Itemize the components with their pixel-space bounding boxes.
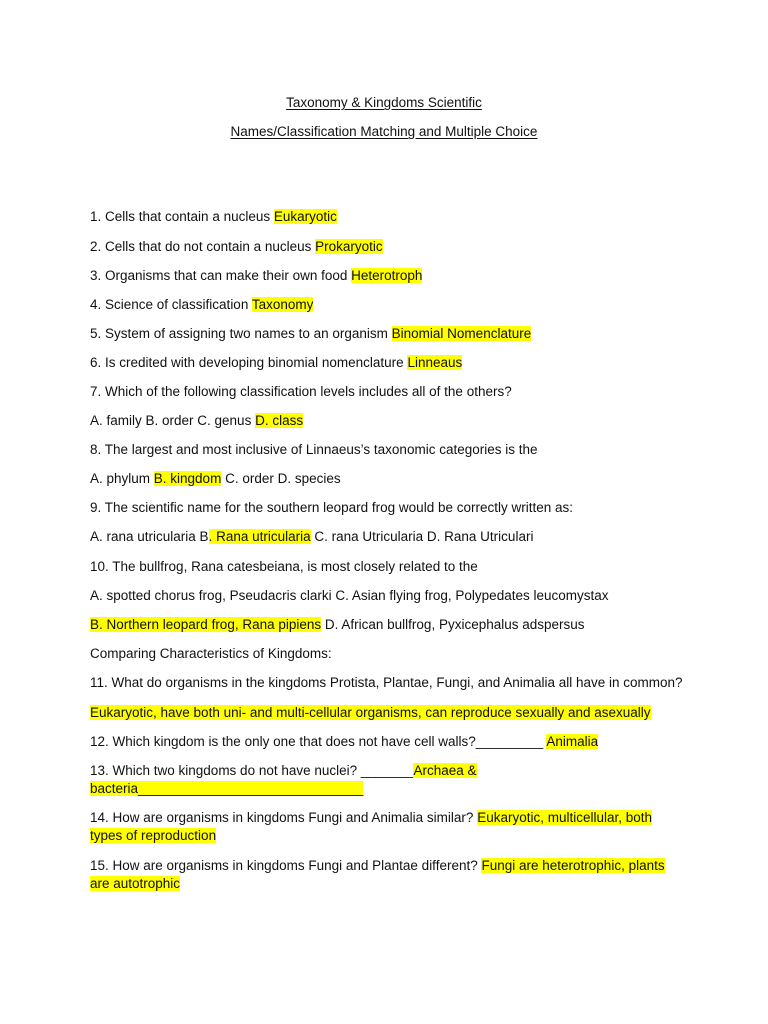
question-1-answer: Eukaryotic: [273, 209, 337, 224]
question-2-prompt: 2. Cells that do not contain a nucleus: [90, 239, 316, 254]
question-13-blank: ______________________________: [138, 781, 364, 796]
question-2: [90, 238, 680, 256]
question-11-prompt: 11. What do organisms in the kingdoms Protista, Plantae, Fungi, and Animalia all have in common?: [90, 675, 683, 690]
question-10-options-line1: A. spotted chorus frog, Pseudacris clarki C. Asian flying frog, Polypedates leucomystax: [90, 588, 609, 603]
question-9-options: [90, 528, 680, 546]
question-7-options-text: A. family B. order C. genus: [90, 413, 256, 428]
question-6: [90, 354, 680, 372]
question-11-answer-line: [90, 704, 680, 722]
question-12-answer: Animalia: [546, 734, 599, 749]
question-3-prompt: 3. Organisms that can make their own food: [90, 268, 352, 283]
question-13-prompt: 13. Which two kingdoms do not have nuclei? _______: [90, 763, 414, 778]
question-10-answer: B. Northern leopard frog, Rana pipiens: [90, 617, 322, 632]
question-14: [90, 809, 680, 845]
question-2-answer: Prokaryotic: [315, 239, 383, 254]
question-5: [90, 325, 680, 343]
question-5-prompt: 5. System of assigning two names to an organism: [90, 326, 392, 341]
question-14-prompt: 14. How are organisms in kingdoms Fungi and Animalia similar?: [90, 810, 478, 825]
question-15-prompt: 15. How are organisms in kingdoms Fungi and Plantae different?: [90, 858, 482, 873]
question-9-prompt: 9. The scientific name for the southern leopard frog would be correctly written as:: [90, 500, 573, 515]
question-15-answer: Fungi are heterotrophic, plants are autotrophic: [90, 858, 665, 891]
question-8-options-after: C. order D. species: [221, 471, 341, 486]
question-1-prompt: 1. Cells that contain a nucleus: [90, 209, 274, 224]
question-8-options-before: A. phylum: [90, 471, 154, 486]
document-title-line1: Taxonomy & Kingdoms Scientific: [286, 95, 482, 110]
question-10-prompt: 10. The bullfrog, Rana catesbeiana, is most closely related to the: [90, 559, 478, 574]
question-7-prompt: 7. Which of the following classification levels includes all of the others?: [90, 384, 512, 399]
question-15: [90, 857, 680, 893]
question-10-options-line2: [90, 616, 680, 634]
question-6-prompt: 6. Is credited with developing binomial nomenclature: [90, 355, 408, 370]
question-1: [90, 208, 680, 226]
question-8-prompt: 8. The largest and most inclusive of Linnaeus’s taxonomic categories is the: [90, 442, 538, 457]
section-heading: Comparing Characteristics of Kingdoms:: [90, 646, 332, 661]
question-8-options: [90, 470, 680, 488]
question-13-line2: [90, 780, 680, 798]
question-7-answer: D. class: [255, 413, 304, 428]
question-11-answer: Eukaryotic, have both uni- and multi-cellular organisms, can reproduce sexually and asexually: [90, 705, 651, 720]
question-12: [90, 733, 680, 751]
question-10-options-after: D. African bullfrog, Pyxicephalus adspersus: [321, 617, 585, 632]
question-5-answer: Binomial Nomenclature: [391, 326, 532, 341]
question-8-answer: B. kingdom: [153, 471, 222, 486]
question-13-answer-part2: bacteria: [90, 781, 139, 796]
document-title-line2: Names/Classification Matching and Multiple Choice: [230, 124, 538, 139]
question-6-answer: Linneaus: [407, 355, 463, 370]
question-4: [90, 296, 680, 314]
question-9-options-before: A. rana utricularia B: [90, 529, 209, 544]
question-12-prompt: 12. Which kingdom is the only one that does not have cell walls?_________: [90, 734, 547, 749]
question-13-line1: [90, 762, 680, 780]
question-13-answer-part1: Archaea &: [413, 763, 477, 778]
question-9-options-after: C. rana Utricularia D. Rana Utriculari: [310, 529, 534, 544]
question-14-answer: Eukaryotic, multicellular, both types of reproduction: [90, 810, 653, 843]
question-4-prompt: 4. Science of classification: [90, 297, 252, 312]
question-7-options: [90, 412, 680, 430]
question-3-answer: Heterotroph: [351, 268, 423, 283]
question-9-answer: . Rana utricularia: [208, 529, 311, 544]
question-3: [90, 267, 680, 285]
question-4-answer: Taxonomy: [251, 297, 314, 312]
